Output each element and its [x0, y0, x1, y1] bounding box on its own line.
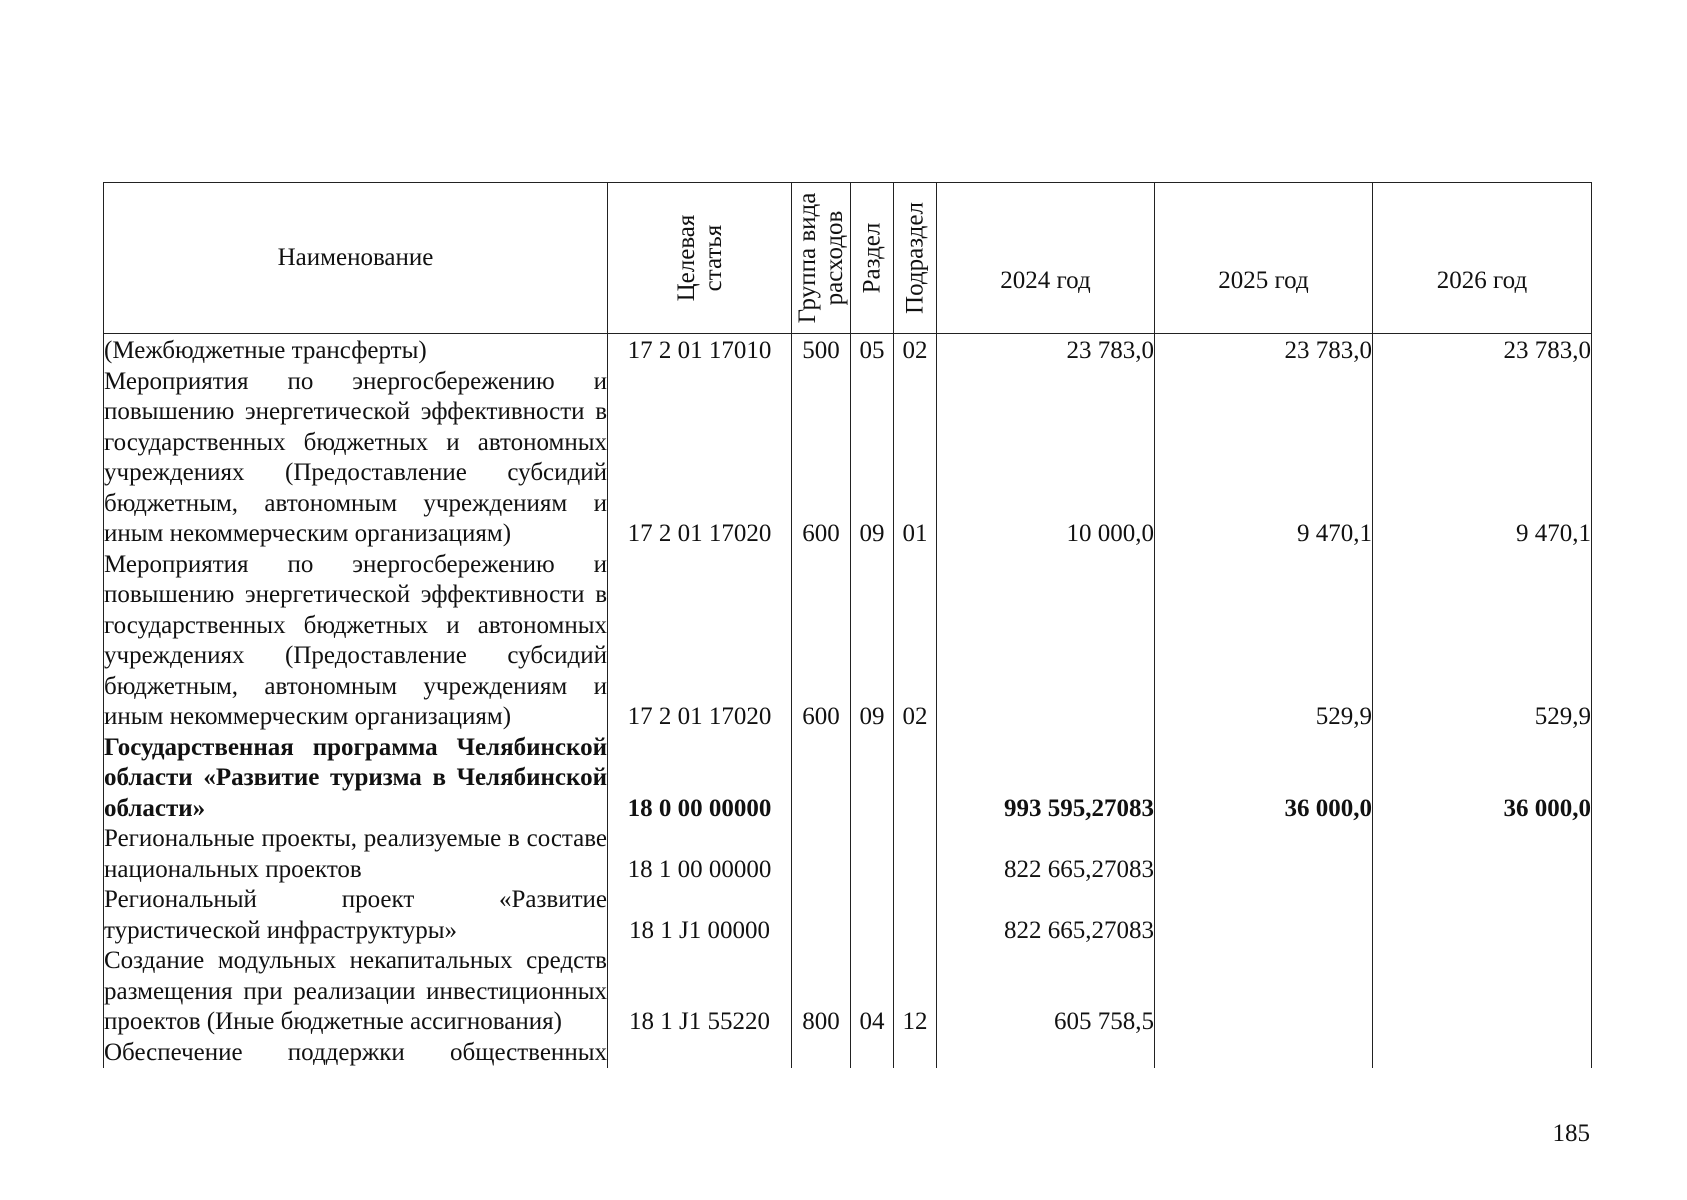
table-header-row [104, 183, 1592, 334]
row-2026 [1373, 1038, 1592, 1069]
row-2025 [1155, 885, 1373, 946]
row-2026 [1373, 946, 1592, 1038]
row-2024: 993 595,27083 [937, 733, 1155, 825]
row-expense-group [792, 885, 851, 946]
row-section: 09 [851, 367, 894, 550]
row-subsection [894, 824, 937, 885]
row-name: Региональные проекты, реализуемые в составе национальных проектов [104, 824, 608, 885]
row-subsection [894, 733, 937, 825]
page-number: 185 [1552, 1120, 1590, 1147]
row-subsection: 02 [894, 550, 937, 733]
header-year-2024-text: 2024 год [1000, 267, 1091, 295]
row-2026: 9 470,1 [1373, 367, 1592, 550]
table-row [104, 550, 1592, 733]
header-expense-group [792, 183, 851, 334]
row-name: Мероприятия по энергосбережению и повышению энергетической эффективности в государственных бюджетных и автономных учреждениях (Предоставление субсидий бюджетным, автономным учреждениям и иным некоммерческим организациям) [104, 367, 608, 550]
row-2024: 23 783,0 [937, 334, 1155, 367]
row-name: Создание модульных некапитальных средств размещения при реализации инвестиционных проектов (Иные бюджетные ассигнования) [104, 946, 608, 1038]
row-2026 [1373, 824, 1592, 885]
row-section: 09 [851, 550, 894, 733]
header-year-2025 [1155, 183, 1373, 334]
header-year-2024 [937, 183, 1155, 334]
header-expense-group-text: Группа вида расходов [794, 192, 848, 324]
row-section [851, 733, 894, 825]
row-expense-group [792, 1038, 851, 1069]
row-2024 [937, 550, 1155, 733]
row-name: Региональный проект «Развитие туристической инфраструктуры» [104, 885, 608, 946]
row-target-article: 17 2 01 17010 [608, 334, 792, 367]
row-target-article: 17 2 01 17020 [608, 367, 792, 550]
header-section [851, 183, 894, 334]
table-row [104, 824, 1592, 885]
table-row-continued [104, 1038, 1592, 1069]
row-target-article: 18 1 J1 55220 [608, 946, 792, 1038]
row-subsection: 12 [894, 946, 937, 1038]
header-target-article [608, 183, 792, 334]
row-name: Государственная программа Челябинской области «Развитие туризма в Челябинской области» [104, 733, 608, 825]
row-2025 [1155, 1038, 1373, 1069]
row-2026: 36 000,0 [1373, 733, 1592, 825]
row-2026: 23 783,0 [1373, 334, 1592, 367]
table-row [104, 885, 1592, 946]
row-expense-group [792, 824, 851, 885]
row-subsection: 01 [894, 367, 937, 550]
row-section [851, 824, 894, 885]
row-subsection [894, 885, 937, 946]
row-2026: 529,9 [1373, 550, 1592, 733]
row-name: Обеспечение поддержки общественных [104, 1038, 608, 1069]
row-subsection [894, 1038, 937, 1069]
row-section: 04 [851, 946, 894, 1038]
row-2025 [1155, 946, 1373, 1038]
row-2024: 822 665,27083 [937, 824, 1155, 885]
row-section [851, 1038, 894, 1069]
row-expense-group [792, 733, 851, 825]
row-2024: 10 000,0 [937, 367, 1155, 550]
row-name: Мероприятия по энергосбережению и повышению энергетической эффективности в государственных бюджетных и автономных учреждениях (Предоставление субсидий бюджетным, автономным учреждениям и иным некоммерческим организациям) [104, 550, 608, 733]
header-subsection [894, 183, 937, 334]
row-target-article [608, 1038, 792, 1069]
row-2026 [1373, 885, 1592, 946]
row-section: 05 [851, 334, 894, 367]
row-2025 [1155, 824, 1373, 885]
table-row-program [104, 733, 1592, 825]
row-2024: 605 758,5 [937, 946, 1155, 1038]
row-target-article: 17 2 01 17020 [608, 550, 792, 733]
table-row [104, 367, 1592, 550]
table-row [104, 334, 1592, 367]
row-expense-group: 800 [792, 946, 851, 1038]
header-target-article-text: Целевая статья [672, 214, 727, 302]
row-expense-group: 600 [792, 550, 851, 733]
table-row [104, 946, 1592, 1038]
row-expense-group: 500 [792, 334, 851, 367]
row-2024 [937, 1038, 1155, 1069]
row-target-article: 18 0 00 00000 [608, 733, 792, 825]
header-subsection-text: Подраздел [901, 202, 929, 314]
header-year-2026-text: 2026 год [1436, 267, 1528, 295]
row-2024: 822 665,27083 [937, 885, 1155, 946]
row-2025: 23 783,0 [1155, 334, 1373, 367]
row-section [851, 885, 894, 946]
header-name: Наименование [104, 183, 608, 334]
row-2025: 9 470,1 [1155, 367, 1373, 550]
header-year-2025-text: 2025 год [1218, 267, 1309, 295]
row-name: (Межбюджетные трансферты) [104, 334, 608, 367]
budget-table [103, 182, 1592, 1068]
row-subsection: 02 [894, 334, 937, 367]
row-target-article: 18 1 J1 00000 [608, 885, 792, 946]
row-2025: 529,9 [1155, 550, 1373, 733]
header-year-2026 [1373, 183, 1592, 334]
row-2025: 36 000,0 [1155, 733, 1373, 825]
row-target-article: 18 1 00 00000 [608, 824, 792, 885]
header-section-text: Раздел [858, 222, 886, 294]
row-expense-group: 600 [792, 367, 851, 550]
